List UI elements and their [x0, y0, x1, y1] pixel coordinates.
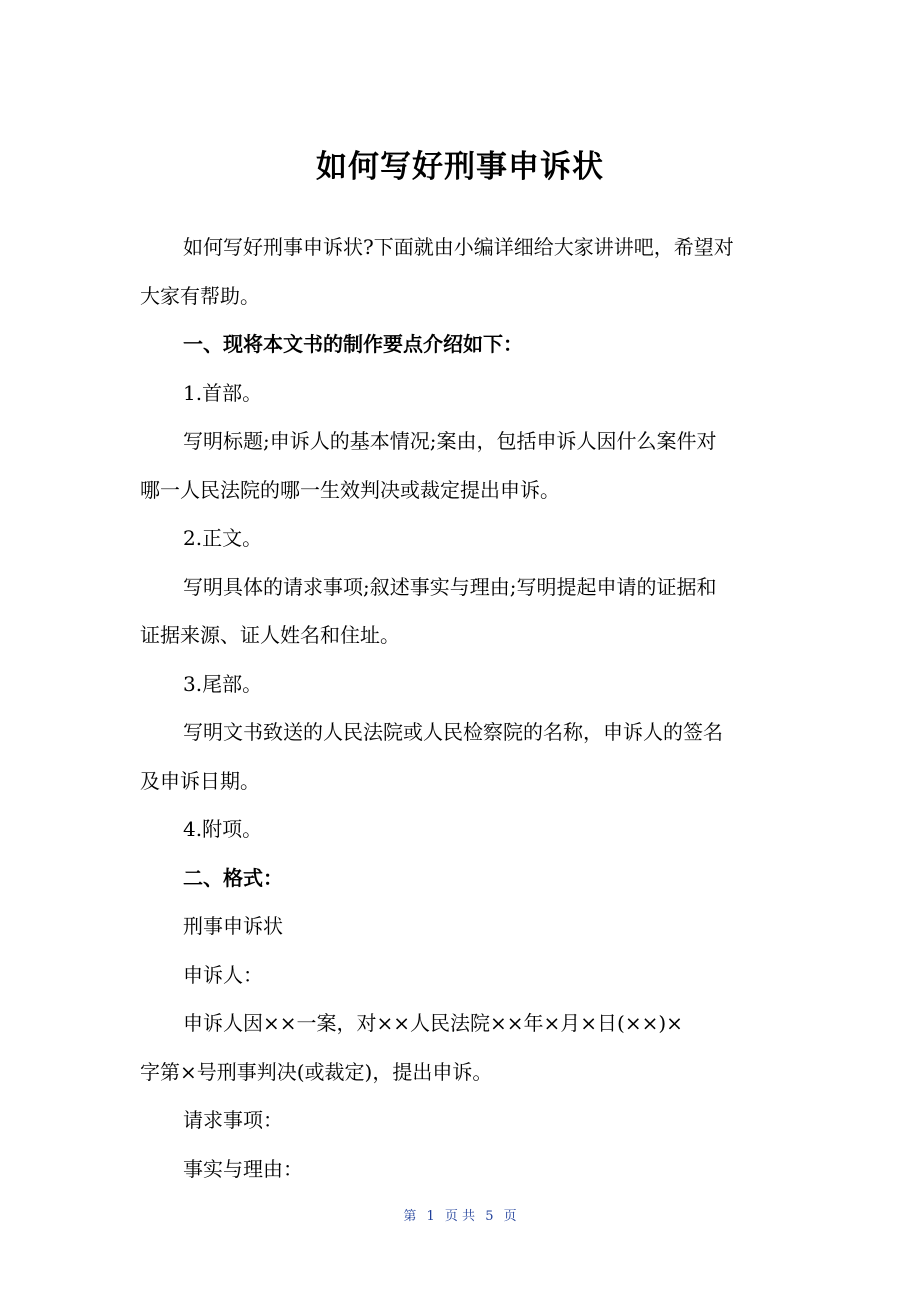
paragraph-line: 写明具体的请求事项;叙述事实与理由;写明提起申请的证据和 — [183, 574, 717, 599]
paragraph-line: 申诉人： — [183, 962, 263, 987]
paragraph-line: 4.附项。 — [183, 817, 263, 841]
paragraph-line: 事实与理由： — [183, 1156, 303, 1181]
paragraph-line: 请求事项： — [183, 1108, 283, 1132]
paragraph-line: 2.正文。 — [183, 526, 263, 550]
paragraph-line: 写明标题;申诉人的基本情况;案由，包括申诉人因什么案件对 — [183, 429, 717, 453]
footer-middle: 页 共 — [444, 1209, 476, 1224]
page-footer — [0, 1207, 920, 1227]
document-body — [140, 223, 780, 1193]
footer-prefix: 第 — [403, 1209, 417, 1224]
paragraph-line: 写明文书致送的人民法院或人民检察院的名称，申诉人的签名 — [183, 720, 723, 744]
section-heading: 一、现将本文书的制作要点介绍如下： — [183, 332, 523, 356]
paragraph-line: 证据来源、证人姓名和住址。 — [140, 623, 400, 647]
footer-suffix: 页 — [503, 1209, 517, 1224]
paragraph-line: 哪一人民法院的哪一生效判决或裁定提出申诉。 — [140, 477, 560, 502]
document-title: 如何写好刑事申诉状 — [316, 149, 604, 185]
section-heading: 二、格式： — [183, 865, 283, 890]
total-pages-number: 5 — [485, 1209, 494, 1224]
paragraph-line: 字第×号刑事判决(或裁定)，提出申诉。 — [140, 1059, 493, 1084]
paragraph-line: 及申诉日期。 — [140, 768, 260, 793]
paragraph-line: 1.首部。 — [183, 380, 263, 405]
paragraph-line: 如何写好刑事申诉状?下面就由小编详细给大家讲讲吧，希望对 — [183, 235, 734, 259]
paragraph-line: 申诉人因××一案，对××人民法院××年×月×日(××)× — [183, 1011, 683, 1035]
current-page-number: 1 — [426, 1209, 435, 1224]
paragraph-line: 刑事申诉状 — [183, 914, 283, 938]
paragraph-line: 3.尾部。 — [183, 671, 263, 696]
paragraph-line: 大家有帮助。 — [140, 283, 260, 308]
